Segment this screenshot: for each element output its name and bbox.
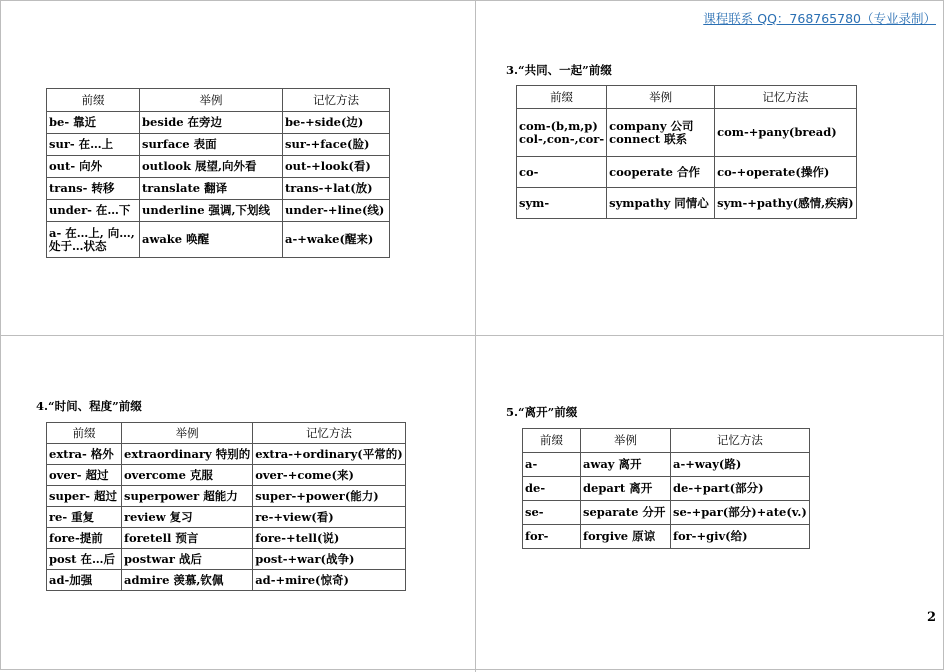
prefix-cell: over- 超过 — [47, 465, 122, 486]
memory-cell: under-+line(线) — [283, 200, 390, 222]
memory-cell: fore-+tell(说) — [253, 528, 405, 549]
memory-cell: re-+view(看) — [253, 507, 405, 528]
table-row — [523, 525, 810, 549]
prefix-cell: sym- — [517, 188, 607, 219]
example-cell: superpower 超能力 — [122, 486, 253, 507]
example-cell: away 离开 — [581, 453, 671, 477]
example-cell: company 公司 connect 联系 — [607, 109, 715, 157]
example-cell: overcome 克服 — [122, 465, 253, 486]
header-prefix: 前缀 — [47, 89, 140, 112]
prefix-cell: de- — [523, 477, 581, 501]
table-row — [47, 507, 406, 528]
header-example: 举例 — [122, 423, 253, 444]
memory-cell: ad-+mire(惊奇) — [253, 570, 405, 591]
prefix-cell: com-(b,m,p) col-,con-,cor- — [517, 109, 607, 157]
header-prefix: 前缀 — [517, 86, 607, 109]
section-5-heading: 5.“离开”前缀 — [506, 405, 578, 419]
memory-cell: be-+side(边) — [283, 112, 390, 134]
header-memory: 记忆方法 — [671, 429, 810, 453]
prefix-cell: re- 重复 — [47, 507, 122, 528]
prefix-cell: a- 在…上, 向…, 处于…状态 — [47, 222, 140, 258]
table-row — [47, 465, 406, 486]
memory-cell: for-+giv(给) — [671, 525, 810, 549]
prefix-cell: ad-加强 — [47, 570, 122, 591]
prefix-cell: sur- 在…上 — [47, 134, 140, 156]
prefix-cell: se- — [523, 501, 581, 525]
prefix-table-1 — [46, 88, 390, 258]
example-cell: separate 分开 — [581, 501, 671, 525]
page-number: 2 — [926, 610, 936, 625]
section-3-heading: 3.“共同、一起”前缀 — [506, 63, 612, 77]
memory-cell: out-+look(看) — [283, 156, 390, 178]
memory-cell: a-+way(路) — [671, 453, 810, 477]
example-cell: foretell 预言 — [122, 528, 253, 549]
header-memory: 记忆方法 — [715, 86, 856, 109]
header-example: 举例 — [581, 429, 671, 453]
memory-cell: sur-+face(脸) — [283, 134, 390, 156]
example-cell: sympathy 同情心 — [607, 188, 715, 219]
table-row — [517, 157, 857, 188]
prefix-cell: be- 靠近 — [47, 112, 140, 134]
section-4-heading: 4.“时间、程度”前缀 — [36, 399, 142, 413]
table-row — [47, 570, 406, 591]
memory-cell: com-+pany(bread) — [715, 109, 856, 157]
table-row — [523, 453, 810, 477]
example-cell: surface 表面 — [140, 134, 283, 156]
table-row — [47, 112, 390, 134]
example-cell: extraordinary 特别的 — [122, 444, 253, 465]
header-memory: 记忆方法 — [283, 89, 390, 112]
prefix-cell: extra- 格外 — [47, 444, 122, 465]
example-cell: admire 羡慕,钦佩 — [122, 570, 253, 591]
memory-cell: trans-+lat(放) — [283, 178, 390, 200]
example-cell: postwar 战后 — [122, 549, 253, 570]
example-cell: underline 强调,下划线 — [140, 200, 283, 222]
prefix-cell: a- — [523, 453, 581, 477]
table-row — [47, 134, 390, 156]
table-row — [517, 188, 857, 219]
memory-cell: a-+wake(醒来) — [283, 222, 390, 258]
table-row — [47, 222, 390, 258]
memory-cell: super-+power(能力) — [253, 486, 405, 507]
prefix-cell: for- — [523, 525, 581, 549]
table-row — [523, 477, 810, 501]
prefix-table-5 — [522, 428, 810, 549]
table-row — [47, 528, 406, 549]
memory-cell: de-+part(部分) — [671, 477, 810, 501]
table-row — [47, 178, 390, 200]
table-row — [523, 501, 810, 525]
example-cell: forgive 原谅 — [581, 525, 671, 549]
prefix-table-3 — [516, 85, 857, 219]
prefix-cell: out- 向外 — [47, 156, 140, 178]
header-memory: 记忆方法 — [253, 423, 405, 444]
prefix-table-4 — [46, 422, 406, 591]
table-row — [47, 200, 390, 222]
example-cell: translate 翻译 — [140, 178, 283, 200]
memory-cell: extra-+ordinary(平常的) — [253, 444, 405, 465]
memory-cell: sym-+pathy(感情,疾病) — [715, 188, 856, 219]
table-row — [47, 486, 406, 507]
prefix-cell: co- — [517, 157, 607, 188]
prefix-cell: trans- 转移 — [47, 178, 140, 200]
memory-cell: se-+par(部分)+ate(v.) — [671, 501, 810, 525]
horizontal-divider — [0, 335, 944, 336]
header-prefix: 前缀 — [523, 429, 581, 453]
header-example: 举例 — [140, 89, 283, 112]
vertical-divider — [475, 0, 476, 672]
prefix-cell: post 在…后 — [47, 549, 122, 570]
prefix-cell: super- 超过 — [47, 486, 122, 507]
memory-cell: over-+come(来) — [253, 465, 405, 486]
table-row — [517, 109, 857, 157]
memory-cell: co-+operate(操作) — [715, 157, 856, 188]
prefix-cell: fore-提前 — [47, 528, 122, 549]
example-cell: cooperate 合作 — [607, 157, 715, 188]
example-cell: outlook 展望,向外看 — [140, 156, 283, 178]
header-prefix: 前缀 — [47, 423, 122, 444]
table-row — [47, 156, 390, 178]
memory-cell: post-+war(战争) — [253, 549, 405, 570]
example-cell: beside 在旁边 — [140, 112, 283, 134]
example-cell: awake 唤醒 — [140, 222, 283, 258]
prefix-cell: under- 在…下 — [47, 200, 140, 222]
table-row — [47, 549, 406, 570]
header-example: 举例 — [607, 86, 715, 109]
example-cell: depart 离开 — [581, 477, 671, 501]
example-cell: review 复习 — [122, 507, 253, 528]
table-row — [47, 444, 406, 465]
contact-link[interactable]: 课程联系 QQ：768765780（专业录制） — [703, 11, 936, 26]
